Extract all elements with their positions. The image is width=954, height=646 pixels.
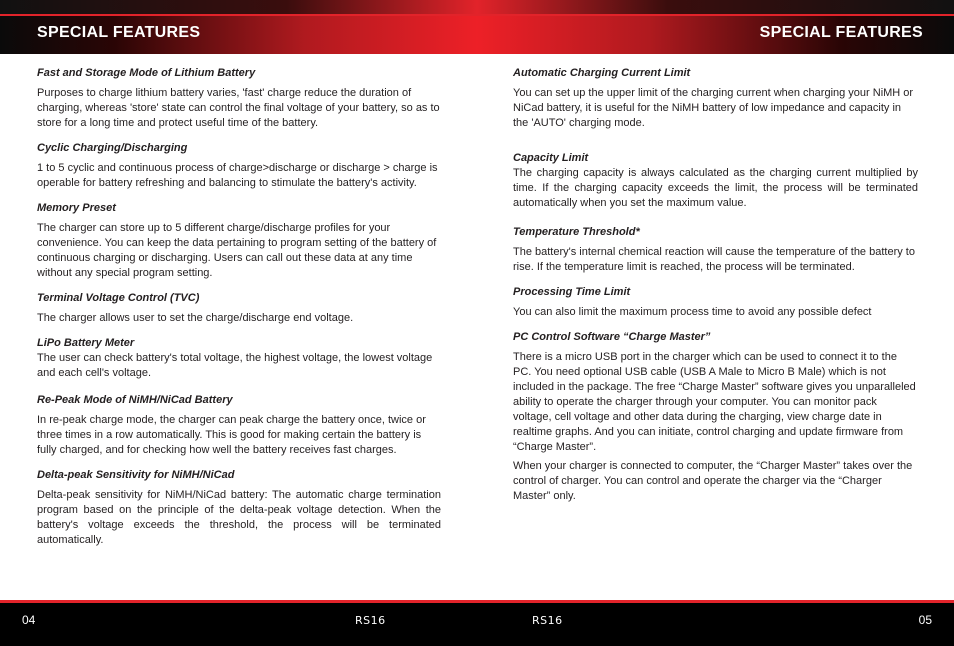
feature-section: [37, 468, 441, 548]
feature-section: [513, 225, 918, 275]
section-heading: Memory Preset: [37, 202, 116, 214]
left-brand-logo: RS16: [355, 614, 386, 627]
section-text: The user can check battery's total voltage, the highest voltage, the lowest voltage and each cell's voltage.: [37, 352, 433, 379]
section-heading: Re-Peak Mode of NiMH/NiCad Battery: [37, 394, 233, 406]
feature-section: [513, 151, 918, 211]
section-heading: Terminal Voltage Control (TVC): [37, 292, 200, 304]
section-text: The charger allows user to set the charge/discharge end voltage.: [37, 312, 354, 324]
feature-section: [513, 330, 918, 504]
right-brand-logo: RS16: [532, 614, 563, 627]
header-banner: [0, 16, 954, 54]
section-heading: LiPo Battery Meter: [37, 337, 135, 349]
section-text: The charging capacity is always calculated as the charging current multiplied by time. If the charging capacity exceeds the limit, the process will be terminated automatically when you set the maximum value.: [513, 167, 918, 209]
feature-section: [37, 336, 441, 381]
section-heading: Cyclic Charging/Discharging: [37, 142, 188, 154]
section-text: You can set up the upper limit of the charging current when charging your NiMH or NiCad battery, it is useful for the NiMH battery of low impedance and capacity in the 'AUTO' charging mode.: [513, 87, 914, 129]
section-text: The charger can store up to 5 different charge/discharge profiles for your convenience. You can keep the data pertaining to program setting of the battery of continuous charging or discharging. Users can call out these data at any time without any special program setting.: [37, 222, 437, 279]
feature-section: [37, 66, 441, 131]
section-text: There is a micro USB port in the charger which can be used to connect it to the PC. You need optional USB cable (USB A Male to Micro B Male) which is not included in the package. The free “Charge Master” software gives you unparalleled ability to operate the charger through your computer. You can monitor pack voltage, cell voltage and other data during the charging, view charge date in realtime graphs. And you can initiate, control charging and update firmware from “Charge Master”.: [513, 351, 916, 453]
feature-section: [513, 66, 918, 131]
feature-section: [513, 285, 918, 320]
right-page-number: 05: [918, 613, 932, 627]
right-page-title: SPECIAL FEATURES: [759, 24, 923, 41]
section-heading: PC Control Software “Charge Master”: [513, 331, 711, 343]
feature-section: [37, 201, 441, 281]
section-heading: Temperature Threshold*: [513, 226, 640, 238]
left-column: [37, 66, 441, 556]
section-text: Delta-peak sensitivity for NiMH/NiCad battery: The automatic charge termination program based on the principle of the delta-peak voltage detection. When the battery's voltage exceeds the threshold, the process will be terminated automatically.: [37, 489, 441, 546]
section-heading: Capacity Limit: [513, 152, 589, 164]
feature-section: [37, 141, 441, 191]
section-text: In re-peak charge mode, the charger can peak charge the battery once, twice or three times in a row automatically. This is good for making certain the battery is fully charged, and for checking how well the battery receives fast charges.: [37, 414, 426, 456]
left-page-number: 04: [22, 613, 36, 627]
section-heading: Delta-peak Sensitivity for NiMH/NiCad: [37, 469, 235, 481]
section-text-continued: When your charger is connected to computer, the “Charger Master” takes over the control of charger. You can control and operate the charger via the “Charger Master” only.: [513, 460, 913, 502]
section-heading: Automatic Charging Current Limit: [513, 67, 691, 79]
feature-section: [37, 393, 441, 458]
right-column: [513, 66, 918, 512]
footer-bar: [0, 603, 954, 646]
section-heading: Fast and Storage Mode of Lithium Battery: [37, 67, 256, 79]
feature-section: [37, 291, 441, 326]
section-heading: Processing Time Limit: [513, 286, 631, 298]
section-text: 1 to 5 cyclic and continuous process of charge>discharge or discharge > charge is operable for battery refreshing and balancing to stimulate the battery's activity.: [37, 162, 438, 189]
top-gradient-bar: [0, 0, 954, 14]
section-text: The battery's internal chemical reaction will cause the temperature of the battery to rise. If the temperature limit is reached, the process will be terminated.: [513, 246, 915, 273]
section-text: Purposes to charge lithium battery varies, 'fast' charge reduce the duration of charging, whereas 'store' state can control the final voltage of your battery, so as to store for a long time and protect useful time of the battery.: [37, 87, 440, 129]
section-text: You can also limit the maximum process time to avoid any possible defect: [513, 306, 872, 318]
left-page-title: SPECIAL FEATURES: [37, 24, 201, 41]
